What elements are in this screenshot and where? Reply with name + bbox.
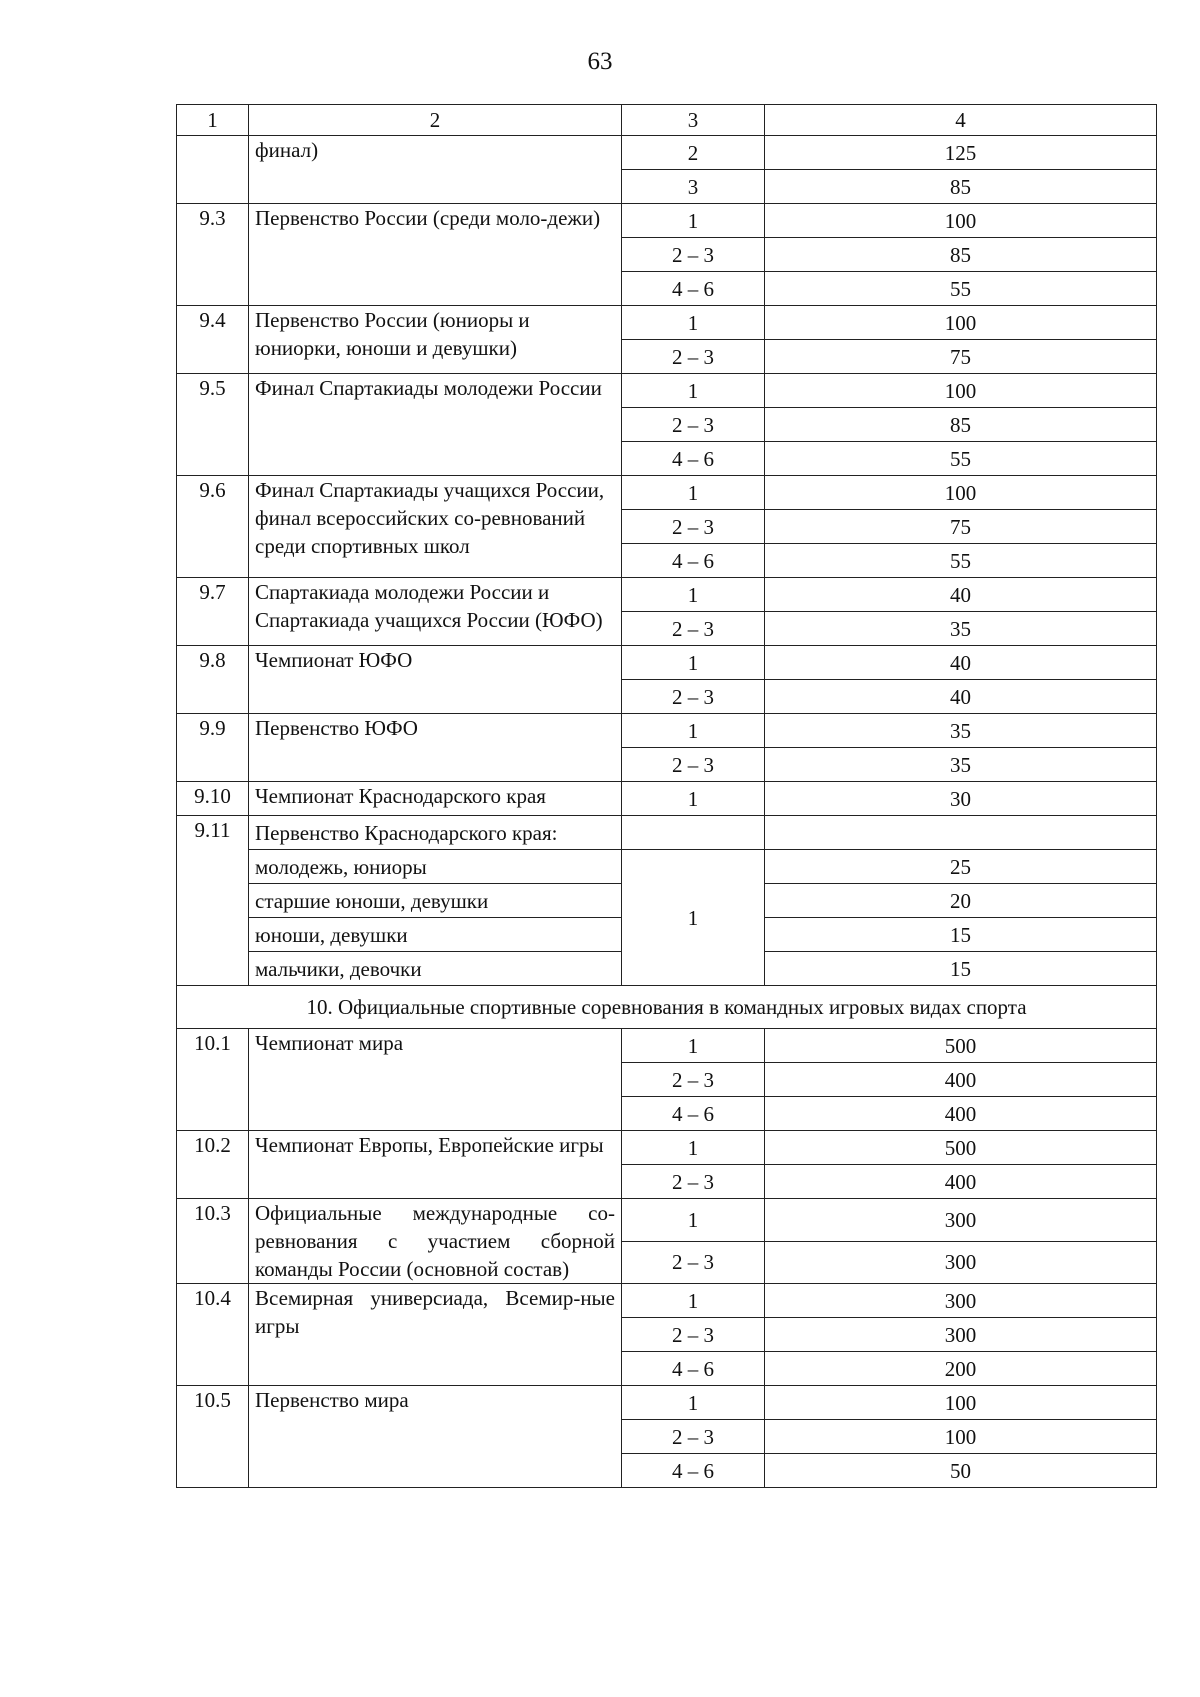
- place-cell: 1: [622, 714, 765, 748]
- place-cell: 2 – 3: [622, 1063, 765, 1097]
- header-row: [177, 105, 1157, 136]
- points-cell: 40: [765, 680, 1157, 714]
- points-cell: 400: [765, 1165, 1157, 1199]
- points-cell: 300: [765, 1241, 1157, 1284]
- points-cell: 35: [765, 748, 1157, 782]
- item-number: 9.4: [177, 306, 249, 374]
- points-cell: 100: [765, 204, 1157, 238]
- table-row: [177, 578, 1157, 612]
- item-number: 9.6: [177, 476, 249, 578]
- points-cell: 30: [765, 782, 1157, 816]
- place-cell: 1: [622, 204, 765, 238]
- age-group-name: мальчики, девочки: [249, 952, 622, 986]
- competition-name: финал): [249, 136, 622, 204]
- header-col-4: 4: [765, 105, 1157, 136]
- place-cell: 1: [622, 578, 765, 612]
- place-cell: 4 – 6: [622, 1352, 765, 1386]
- place-cell: 2 – 3: [622, 1165, 765, 1199]
- header-col-3: 3: [622, 105, 765, 136]
- header-col-1: 1: [177, 105, 249, 136]
- table-row: [177, 782, 1157, 816]
- points-cell: 25: [765, 850, 1157, 884]
- place-cell: 2 – 3: [622, 238, 765, 272]
- competition-name: Первенство России (среди моло-дежи): [249, 204, 622, 306]
- place-cell: 2 – 3: [622, 340, 765, 374]
- points-cell: 85: [765, 408, 1157, 442]
- table-row: [177, 714, 1157, 748]
- item-number: 9.11: [177, 816, 249, 986]
- place-cell: [622, 816, 765, 850]
- points-cell: 35: [765, 714, 1157, 748]
- place-cell: 2: [622, 136, 765, 170]
- section-heading: 10. Официальные спортивные соревнования в командных игровых видах спорта: [177, 986, 1157, 1029]
- points-cell: 500: [765, 1029, 1157, 1063]
- item-number: 10.5: [177, 1386, 249, 1488]
- place-cell: 2 – 3: [622, 1241, 765, 1284]
- competition-name: Чемпионат ЮФО: [249, 646, 622, 714]
- points-cell: 300: [765, 1284, 1157, 1318]
- place-cell: 1: [622, 1029, 765, 1063]
- page-number: 63: [587, 48, 613, 75]
- points-cell: 100: [765, 374, 1157, 408]
- place-cell: 2 – 3: [622, 680, 765, 714]
- place-cell: 1: [622, 646, 765, 680]
- competition-name: Первенство Краснодарского края:: [249, 816, 622, 850]
- item-number: 10.3: [177, 1199, 249, 1284]
- place-cell: 4 – 6: [622, 1097, 765, 1131]
- place-cell: 4 – 6: [622, 1454, 765, 1488]
- competition-name: Первенство России (юниоры и юниорки, юноши и девушки): [249, 306, 622, 374]
- table-row: [177, 476, 1157, 510]
- points-cell: 100: [765, 1420, 1157, 1454]
- points-cell: 40: [765, 646, 1157, 680]
- place-cell: 1: [622, 306, 765, 340]
- table-row: [177, 136, 1157, 170]
- points-cell: 400: [765, 1097, 1157, 1131]
- competition-name: Первенство мира: [249, 1386, 622, 1488]
- points-cell: 55: [765, 272, 1157, 306]
- item-number: 9.7: [177, 578, 249, 646]
- points-cell: 50: [765, 1454, 1157, 1488]
- place-cell: 2 – 3: [622, 408, 765, 442]
- points-cell: [765, 816, 1157, 850]
- points-cell: 20: [765, 884, 1157, 918]
- points-cell: 85: [765, 238, 1157, 272]
- table-row: [177, 816, 1157, 850]
- points-cell: 100: [765, 306, 1157, 340]
- competition-name: Чемпионат Европы, Европейские игры: [249, 1131, 622, 1199]
- competition-name: Первенство ЮФО: [249, 714, 622, 782]
- points-cell: 35: [765, 612, 1157, 646]
- table-row: [177, 1131, 1157, 1165]
- age-group-name: старшие юноши, девушки: [249, 884, 622, 918]
- place-cell: 1: [622, 850, 765, 986]
- points-cell: 200: [765, 1352, 1157, 1386]
- place-cell: 1: [622, 1386, 765, 1420]
- place-cell: 2 – 3: [622, 510, 765, 544]
- points-cell: 55: [765, 442, 1157, 476]
- item-number: [177, 136, 249, 204]
- section-heading-row: [177, 986, 1157, 1029]
- competition-name: Чемпионат мира: [249, 1029, 622, 1131]
- age-group-name: юноши, девушки: [249, 918, 622, 952]
- place-cell: 2 – 3: [622, 1420, 765, 1454]
- place-cell: 1: [622, 374, 765, 408]
- table-row: [177, 204, 1157, 238]
- points-cell: 300: [765, 1199, 1157, 1242]
- points-cell: 55: [765, 544, 1157, 578]
- age-group-name: молодежь, юниоры: [249, 850, 622, 884]
- place-cell: 1: [622, 476, 765, 510]
- competition-name: Финал Спартакиады молодежи России: [249, 374, 622, 476]
- item-number: 9.8: [177, 646, 249, 714]
- place-cell: 1: [622, 1284, 765, 1318]
- points-cell: 100: [765, 476, 1157, 510]
- table-row: [177, 306, 1157, 340]
- points-cell: 75: [765, 510, 1157, 544]
- points-cell: 85: [765, 170, 1157, 204]
- points-cell: 400: [765, 1063, 1157, 1097]
- competition-name: Финал Спартакиады учащихся России, финал всероссийских со-ревнований среди спортивных школ: [249, 476, 622, 578]
- place-cell: 2 – 3: [622, 1318, 765, 1352]
- competition-name: Официальные международные со-ревнования с участием сборной команды России (основной состав): [249, 1199, 622, 1284]
- table-row: [177, 1199, 1157, 1242]
- item-number: 10.2: [177, 1131, 249, 1199]
- competition-name: Чемпионат Краснодарского края: [249, 782, 622, 816]
- table-row: [177, 850, 1157, 884]
- points-cell: 15: [765, 952, 1157, 986]
- place-cell: 4 – 6: [622, 442, 765, 476]
- header-col-2: 2: [249, 105, 622, 136]
- points-cell: 15: [765, 918, 1157, 952]
- points-cell: 40: [765, 578, 1157, 612]
- table-row: [177, 374, 1157, 408]
- place-cell: 1: [622, 782, 765, 816]
- place-cell: 2 – 3: [622, 612, 765, 646]
- place-cell: 1: [622, 1199, 765, 1242]
- table-row: [177, 1386, 1157, 1420]
- points-cell: 300: [765, 1318, 1157, 1352]
- place-cell: 1: [622, 1131, 765, 1165]
- table-row: [177, 646, 1157, 680]
- item-number: 10.4: [177, 1284, 249, 1386]
- place-cell: 2 – 3: [622, 748, 765, 782]
- points-table: [176, 104, 1157, 1488]
- points-cell: 500: [765, 1131, 1157, 1165]
- item-number: 9.3: [177, 204, 249, 306]
- competition-name: Спартакиада молодежи России и Спартакиада учащихся России (ЮФО): [249, 578, 622, 646]
- item-number: 9.10: [177, 782, 249, 816]
- item-number: 10.1: [177, 1029, 249, 1131]
- item-number: 9.9: [177, 714, 249, 782]
- points-cell: 75: [765, 340, 1157, 374]
- competition-name: Всемирная универсиада, Всемир-ные игры: [249, 1284, 622, 1386]
- place-cell: 4 – 6: [622, 544, 765, 578]
- place-cell: 4 – 6: [622, 272, 765, 306]
- item-number: 9.5: [177, 374, 249, 476]
- points-cell: 125: [765, 136, 1157, 170]
- table-row: [177, 1284, 1157, 1318]
- table-row: [177, 1029, 1157, 1063]
- points-cell: 100: [765, 1386, 1157, 1420]
- place-cell: 3: [622, 170, 765, 204]
